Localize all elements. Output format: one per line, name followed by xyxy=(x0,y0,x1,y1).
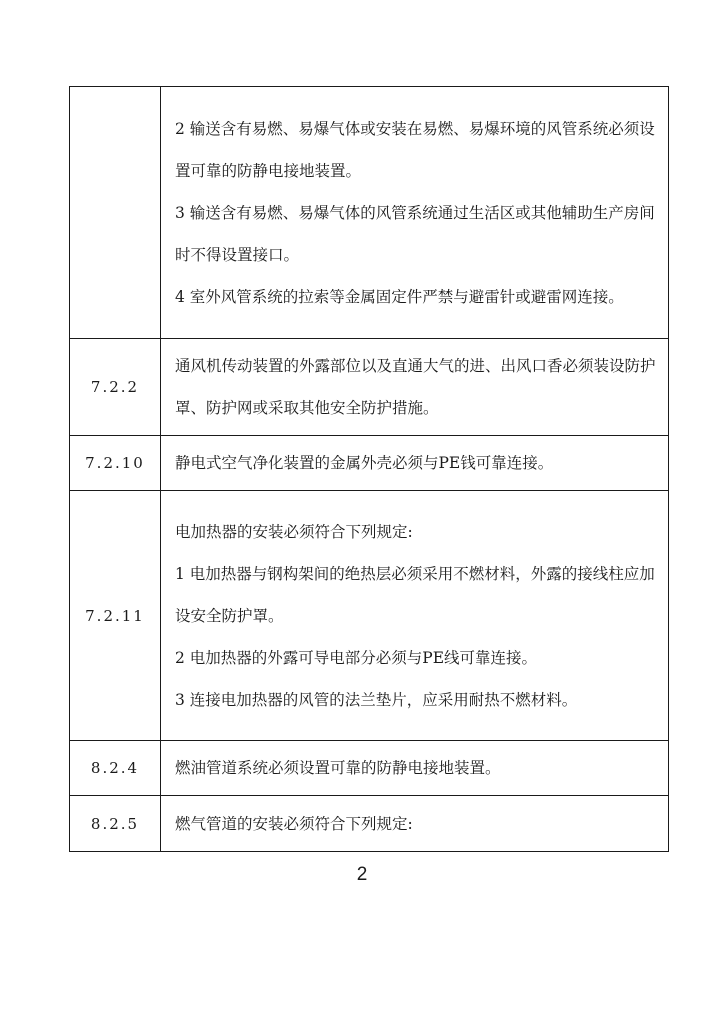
clause-content-cell xyxy=(161,436,669,491)
clause-paragraph: 1 电加热器与钢构架间的绝热层必须采用不燃材料，外露的接线柱应加设安全防护罩。 xyxy=(175,564,655,625)
clause-paragraph: 燃油管道系统必须设置可靠的防静电接地装置。 xyxy=(175,759,501,777)
clause-number-cell: 7.2.2 xyxy=(70,339,161,436)
page-number: 2 xyxy=(356,864,368,885)
clause-number-cell xyxy=(70,87,161,339)
table-row xyxy=(70,741,669,796)
clause-number-cell: 8.2.4 xyxy=(70,741,161,796)
clause-number-cell: 7.2.11 xyxy=(70,491,161,741)
clause-paragraph: 2 电加热器的外露可导电部分必须与PE线可靠连接。 xyxy=(175,648,538,667)
clause-paragraph: 通风机传动装置的外露部位以及直通大气的进、出风口香必须装设防护罩、防护网或采取其他安全防护措施。 xyxy=(175,357,656,417)
table-row xyxy=(70,339,669,436)
clause-content-cell xyxy=(161,339,669,436)
clause-content-cell xyxy=(161,87,669,339)
clause-content-cell xyxy=(161,741,669,796)
clause-number-cell: 8.2.5 xyxy=(70,796,161,852)
table-row xyxy=(70,87,669,339)
table-row xyxy=(70,491,669,741)
clause-paragraph: 电加热器的安装必须符合下列规定: xyxy=(175,522,413,541)
clause-paragraph: 燃气管道的安装必须符合下列规定: xyxy=(175,814,413,833)
specification-table xyxy=(69,86,669,852)
table-row xyxy=(70,796,669,852)
clause-paragraph: 2 输送含有易燃、易爆气体或安装在易燃、易爆环境的风管系统必须设置可靠的防静电接地装置。 xyxy=(175,119,655,180)
clause-content-cell xyxy=(161,796,669,852)
clause-number-cell: 7.2.10 xyxy=(70,436,161,491)
clause-paragraph: 3 连接电加热器的风管的法兰垫片，应采用耐热不燃材料。 xyxy=(175,690,578,709)
table-row xyxy=(70,436,669,491)
clause-content-cell xyxy=(161,491,669,741)
clause-paragraph: 静电式空气净化装置的金属外壳必须与PE钱可靠连接。 xyxy=(175,454,554,472)
clause-paragraph: 3 输送含有易燃、易爆气体的风管系统通过生活区或其他辅助生产房间时不得设置接口。 xyxy=(175,203,655,264)
clause-paragraph: 4 室外风管系统的拉索等金属固定件严禁与避雷针或避雷网连接。 xyxy=(175,287,624,306)
